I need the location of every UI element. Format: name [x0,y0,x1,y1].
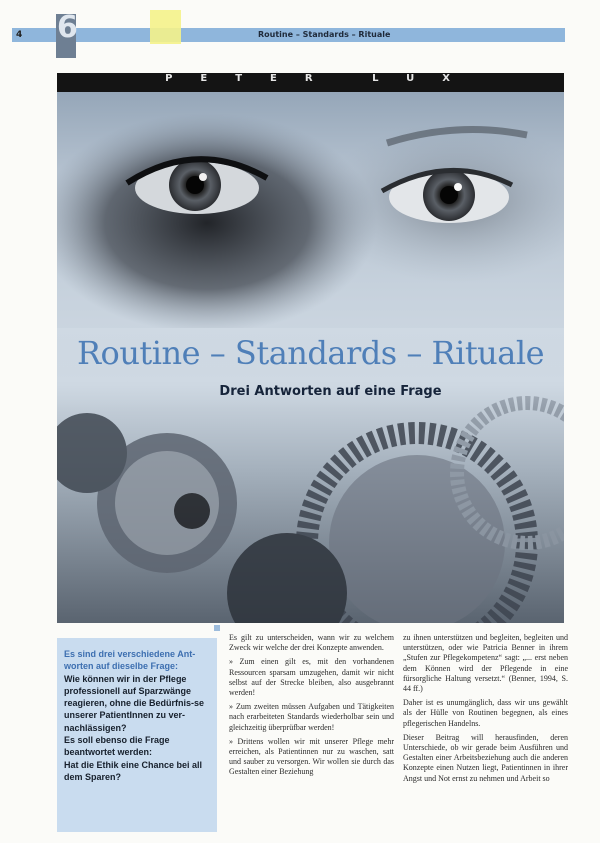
corner-mark [214,625,220,631]
page-number: 4 [16,30,23,40]
body-paragraph: » Zum zweiten müssen Aufgaben und Tätigkeiten nach erarbeiteten Standards wiederholbar sein und gleichzeitig überprüfbar werden! [229,702,394,732]
intro-text [64,648,214,783]
issue-numeral: 6 [57,10,78,45]
intro-line: Es soll ebenso die Frage beantwortet werden: [64,735,170,758]
body-paragraph: Daher ist es unumgänglich, dass wir uns gewählt als der Hülle von Routinen begegnen, als eines pflegerischen Handelns. [403,698,568,728]
body-paragraph: » Zum einen gilt es, mit den vorhandenen Ressourcen sparsam umzugehen, damit wir nicht selbst auf der Strecke bleiben, also ausgebrannt werden! [229,657,394,698]
intro-question: Hat die Ethik eine Chance bei all dem Sparen? [64,759,203,782]
body-paragraph: Es gilt zu unterscheiden, wann wir zu welchem Zweck wir welche der drei Konzepte anwenden. [229,633,394,653]
body-paragraph: Dieser Beitrag will herausfinden, deren Unterschiede, ob wir gerade beim Ausführen und Gestalten einer Arbeitsbeziehung auch die anderen Konzepte einen Nutzen liegt, Patientinnen in ihrer Angst und Not ernst zu nehmen und Arbeit so [403,732,568,783]
author-name: PETER LUX [165,73,478,84]
body-column-2 [229,633,394,782]
running-title: Routine – Standards – Rituale [258,30,391,39]
body-column-3 [403,633,568,788]
article-subtitle: Drei Antworten auf eine Frage [219,384,442,399]
body-paragraph: » Drittens wollen wir mit unserer Pflege mehr erreichen, als Patientinnen nur zu waschen, satt und sauber zu versorgen. Wir wollen sie durch das Gestalten einer Beziehung [229,736,394,777]
intro-question: Wie können wir in der Pflege professionell auf Sparzwänge reagieren, ohne die Bedürfnis-se unserer PatientInnen zu ver-nachlässigen? [64,673,205,733]
intro-lead: Es sind drei verschiedene Ant-worten auf dieselbe Frage: [64,649,196,672]
body-paragraph: zu ihnen unterstützen und begleiten, begleiten und unterstützen, oder wie Patricia Benner in ihrem „Stufen zur Pflegekompetenz“ sagt: „... erst neben dem Können wird der Pflegende in eine fürsorgliche Haltung versetzt.“ (Benner, 1994, S. 44 ff.) [403,633,568,694]
sticky-note [150,10,181,44]
article-title: Routine – Standards – Rituale [76,334,545,372]
